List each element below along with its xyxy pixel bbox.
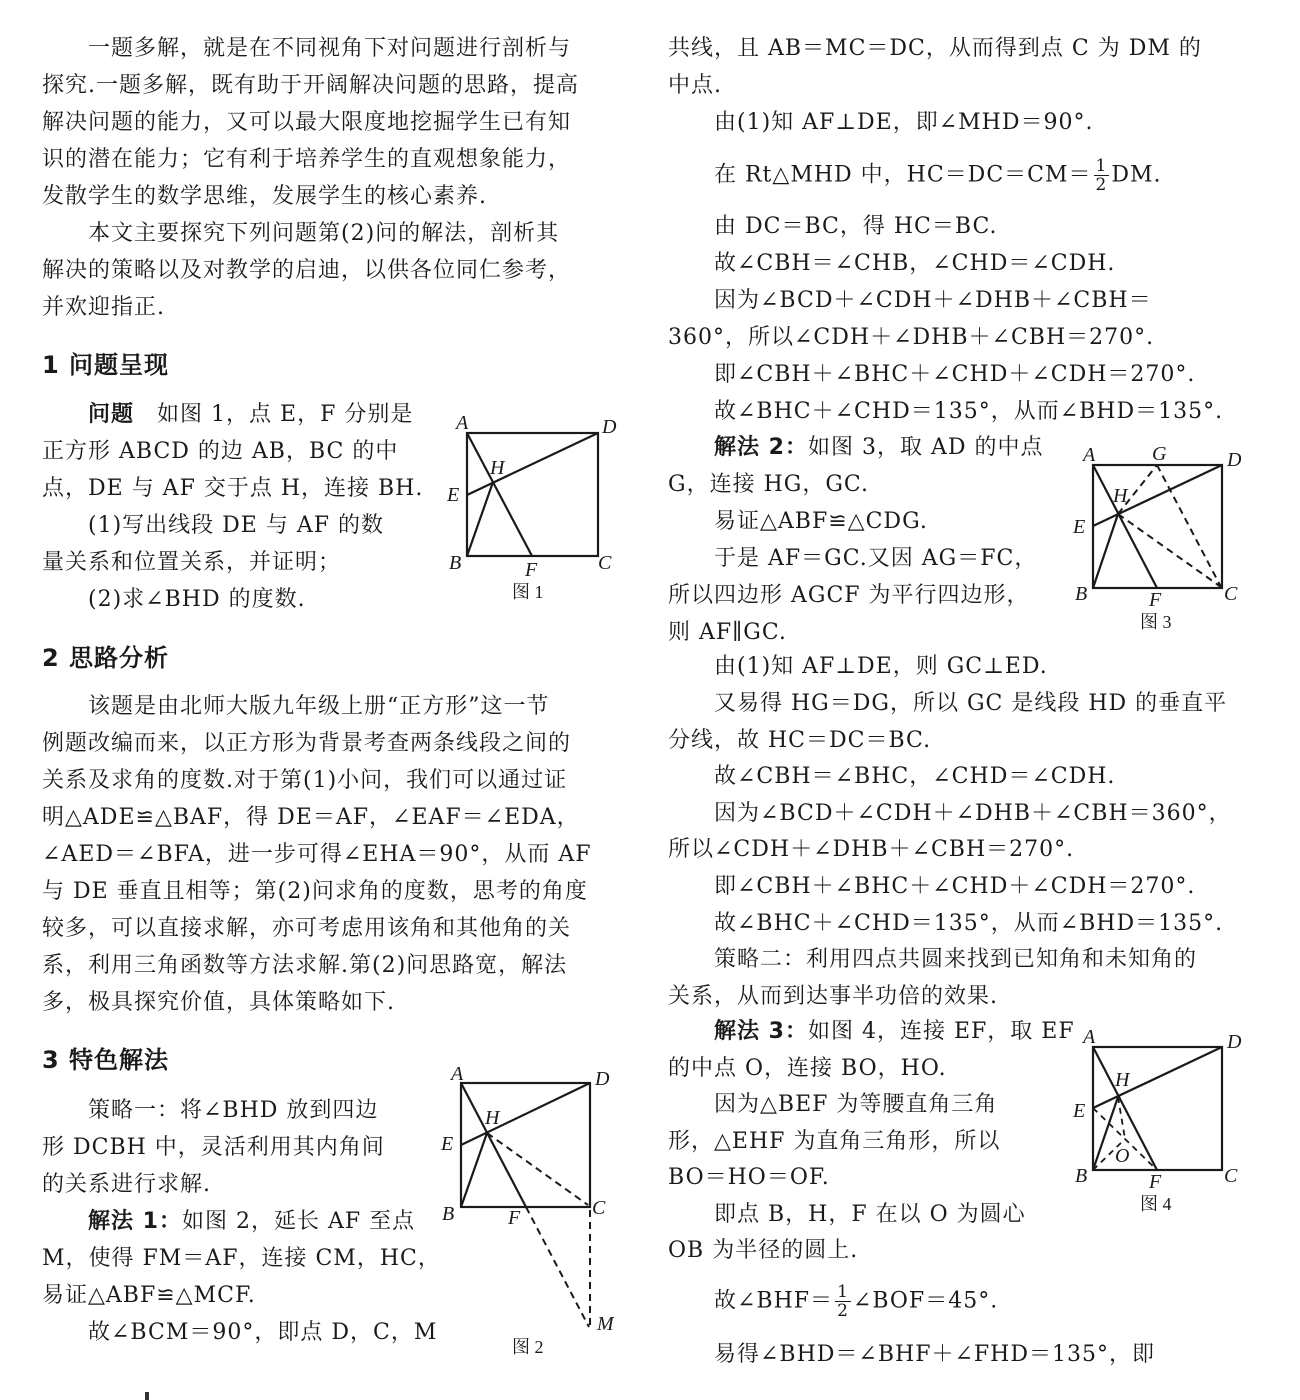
figure-4 — [1065, 1020, 1265, 1220]
text-line: 易得∠BHD＝∠BHF＋∠FHD＝135°，即 — [668, 1342, 1155, 1367]
square-abcd — [1093, 465, 1222, 588]
text-line: (1)写出线段 DE 与 AF 的数 — [42, 513, 384, 538]
text-line: 一题多解，就是在不同视角下对问题进行剖析与 — [42, 36, 572, 61]
segment-hc-dashed — [487, 1133, 588, 1205]
point-label-e: E — [447, 484, 460, 506]
point-label-b: B — [442, 1203, 455, 1225]
segment-gc-dashed — [1157, 465, 1221, 587]
point-label-a: A — [1083, 444, 1096, 466]
point-label-g: G — [1152, 443, 1167, 465]
text-span: ∠BOF＝45°. — [852, 1288, 999, 1314]
point-label-b: B — [1075, 1165, 1088, 1187]
point-label-h: H — [485, 1107, 500, 1129]
text-line: 识的潜在能力；它有利于培养学生的直观想象能力， — [42, 147, 572, 172]
text-line: 易证△ABF≌△CDG. — [668, 509, 928, 534]
text-line: 故∠CBH＝∠BHC，∠CHD＝∠CDH. — [668, 764, 1116, 789]
point-label-h: H — [1115, 1069, 1130, 1091]
text-line: 由 DC＝BC，得 HC＝BC. — [668, 214, 998, 239]
text-line: 分线，故 HC＝DC＝BC. — [668, 728, 932, 753]
text-line: BO＝HO＝OF. — [668, 1165, 830, 1190]
text-line: 即点 B，H，F 在以 O 为圆心 — [668, 1202, 1026, 1227]
text-span: 如图 3，取 AD 的中点 — [807, 435, 1044, 460]
point-label-c: C — [598, 552, 612, 574]
section-heading-3: 3 特色解法 — [42, 1046, 170, 1074]
point-label-a: A — [456, 412, 469, 434]
point-label-d: D — [1227, 449, 1242, 471]
fraction-numerator: 1 — [837, 1282, 849, 1302]
text-line: 关系，从而到达事半功倍的效果. — [668, 984, 998, 1009]
method-2-label: 解法 2： — [714, 435, 808, 460]
segment-hc-dashed — [1118, 514, 1221, 587]
method-3-label: 解法 3： — [714, 1019, 808, 1044]
text-line: 由(1)知 AF⊥DE，则 GC⊥ED. — [668, 654, 1048, 679]
text-line: 点，DE 与 AF 交于点 H，连接 BH. — [42, 476, 424, 501]
text-line: 例题改编而来，以正方形为背景考查两条线段之间的 — [42, 731, 572, 756]
point-label-e: E — [1073, 516, 1086, 538]
figure-2 — [435, 1055, 645, 1365]
text-span: DM. — [1111, 162, 1162, 188]
square-abcd — [461, 1083, 590, 1207]
problem-label: 问题 — [88, 402, 135, 427]
text-line — [668, 157, 1162, 194]
figure-caption: 图 3 — [1140, 612, 1172, 632]
point-label-f: F — [1149, 1171, 1162, 1193]
fraction-denominator: 2 — [837, 1301, 849, 1321]
text-line — [668, 1017, 1075, 1047]
segment-de — [1093, 1047, 1222, 1108]
text-line: 策略一：将∠BHD 放到四边 — [42, 1098, 379, 1123]
point-label-o: O — [1115, 1145, 1130, 1167]
text-line: (2)求∠BHD 的度数. — [42, 587, 306, 612]
point-label-b: B — [1075, 583, 1088, 605]
figure-caption: 图 1 — [512, 582, 544, 602]
text-span: 在 Rt△MHD 中，HC＝DC＝CM＝ — [668, 162, 1092, 188]
text-line: 即∠CBH＋∠BHC＋∠CHD＋∠CDH＝270°. — [668, 362, 1196, 387]
segment-de — [467, 433, 598, 495]
text-line: 并欢迎指正. — [42, 295, 165, 320]
section-heading-1: 1 问题呈现 — [42, 351, 170, 379]
segment-af — [461, 1083, 526, 1207]
figure-caption: 图 2 — [512, 1337, 544, 1357]
square-abcd — [467, 433, 598, 556]
fraction-one-half — [1094, 157, 1110, 194]
point-label-c: C — [592, 1197, 606, 1219]
text-span: 如图 4，连接 EF，取 EF — [807, 1019, 1075, 1044]
point-label-h: H — [1113, 485, 1128, 507]
point-label-f: F — [1149, 589, 1162, 611]
text-line: 因为△BEF 为等腰直角三角 — [668, 1092, 998, 1117]
point-label-a: A — [1083, 1026, 1096, 1048]
text-line: 共线，且 AB＝MC＝DC，从而得到点 C 为 DM 的 — [668, 36, 1202, 61]
point-label-d: D — [595, 1068, 610, 1090]
text-line: 与 DE 垂直且相等；第(2)问求角的度数，思考的角度 — [42, 879, 588, 904]
fraction-denominator: 2 — [1095, 175, 1108, 195]
point-label-d: D — [602, 416, 617, 438]
section-heading-2: 2 思路分析 — [42, 644, 170, 672]
segment-fm-dashed — [526, 1207, 589, 1327]
text-line: 因为∠BCD＋∠CDH＋∠DHB＋∠CBH＝ — [668, 288, 1152, 313]
point-label-c: C — [1224, 583, 1238, 605]
text-line: 该题是由北师大版九年级上册“正方形”这一节 — [42, 694, 550, 719]
text-line: 由(1)知 AF⊥DE，即∠MHD＝90°. — [668, 110, 1094, 135]
point-label-h: H — [490, 457, 505, 479]
segment-af — [1093, 465, 1157, 588]
method-1-label: 解法 1： — [88, 1209, 182, 1234]
text-line: 易证△ABF≌△MCF. — [42, 1283, 256, 1308]
text-line: 中点. — [668, 73, 722, 98]
text-line: 故∠BCM＝90°，即点 D，C，M — [42, 1320, 438, 1345]
text-line: 360°，所以∠CDH＋∠DHB＋∠CBH＝270°. — [668, 325, 1155, 350]
fraction-one-half — [835, 1283, 851, 1320]
text-line: OB 为半径的圆上. — [668, 1238, 859, 1263]
segment-af — [467, 433, 532, 556]
point-label-b: B — [449, 552, 462, 574]
segment-de — [461, 1083, 590, 1145]
text-line: 则 AF∥GC. — [668, 620, 787, 645]
point-label-f: F — [525, 559, 538, 581]
text-line: 多，极具探究价值，具体策略如下. — [42, 990, 395, 1015]
text-span: 故∠BHF＝ — [668, 1288, 834, 1314]
text-line: 本文主要探究下列问题第(2)问的解法，剖析其 — [42, 221, 560, 246]
text-line: 形，△EHF 为直角三角形，所以 — [668, 1129, 1001, 1154]
text-line: 故∠BHC＋∠CHD＝135°，从而∠BHD＝135°. — [668, 911, 1224, 936]
point-label-f: F — [508, 1207, 521, 1229]
text-line — [42, 400, 413, 430]
text-line: 于是 AF＝GC.又因 AG＝FC， — [668, 546, 1038, 571]
point-label-d: D — [1227, 1031, 1242, 1053]
point-label-e: E — [1073, 1100, 1086, 1122]
text-line — [668, 433, 1044, 463]
figure-caption: 图 4 — [1140, 1194, 1172, 1214]
text-line: 解决的策略以及对教学的启迪，以供各位同仁参考， — [42, 258, 572, 283]
text-line: 故∠BHC＋∠CHD＝135°，从而∠BHD＝135°. — [668, 399, 1224, 424]
text-span: 如图 2，延长 AF 至点 — [181, 1209, 416, 1234]
text-line: 形 DCBH 中，灵活利用其内角间 — [42, 1135, 385, 1160]
text-line: 所以∠CDH＋∠DHB＋∠CBH＝270°. — [668, 837, 1075, 862]
text-line: 的中点 O，连接 BO，HO. — [668, 1056, 947, 1081]
figure-1 — [440, 405, 640, 605]
text-line: 所以四边形 AGCF 为平行四边形， — [668, 583, 1030, 608]
text-line: 解决问题的能力，又可以最大限度地挖掘学生已有知 — [42, 110, 572, 135]
text-line: 发散学生的数学思维，发展学生的核心素养. — [42, 184, 487, 209]
text-line: 即∠CBH＋∠BHC＋∠CHD＋∠CDH＝270°. — [668, 874, 1196, 899]
text-line — [668, 1283, 998, 1320]
text-line: 较多，可以直接求解，亦可考虑用该角和其他角的关 — [42, 916, 572, 941]
text-line: 关系及求角的度数.对于第(1)小问，我们可以通过证 — [42, 768, 568, 793]
point-label-c: C — [1224, 1165, 1238, 1187]
text-line: 故∠CBH＝∠CHB，∠CHD＝∠CDH. — [668, 251, 1116, 276]
point-label-e: E — [441, 1133, 454, 1155]
text-line: M，使得 FM＝AF，连接 CM，HC， — [42, 1246, 441, 1271]
page-edge-mark — [145, 1392, 149, 1400]
figure-3 — [1065, 435, 1265, 640]
text-line — [42, 1207, 415, 1237]
point-label-a: A — [451, 1063, 464, 1085]
point-label-m: M — [597, 1313, 614, 1335]
text-line: 策略二：利用四点共圆来找到已知角和未知角的 — [668, 947, 1198, 972]
text-span: 如图 1，点 E，F 分别是 — [134, 402, 414, 427]
text-line: G，连接 HG，GC. — [668, 472, 869, 497]
text-line: 因为∠BCD＋∠CDH＋∠DHB＋∠CBH＝360°， — [668, 801, 1232, 826]
text-line: 探究.一题多解，既有助于开阔解决问题的思路，提高 — [42, 73, 579, 98]
text-line: 系，利用三角函数等方法求解.第(2)问思路宽，解法 — [42, 953, 568, 978]
text-line: 明△ADE≌△BAF，得 DE＝AF，∠EAF＝∠EDA， — [42, 805, 580, 830]
text-line: 的关系进行求解. — [42, 1172, 211, 1197]
text-line: ∠AED＝∠BFA，进一步可得∠EHA＝90°，从而 AF — [42, 842, 592, 867]
text-line: 正方形 ABCD 的边 AB，BC 的中 — [42, 439, 399, 464]
fraction-numerator: 1 — [1095, 156, 1108, 176]
text-line: 又易得 HG＝DG，所以 GC 是线段 HD 的垂直平 — [668, 691, 1228, 716]
text-line: 量关系和位置关系，并证明； — [42, 550, 342, 575]
